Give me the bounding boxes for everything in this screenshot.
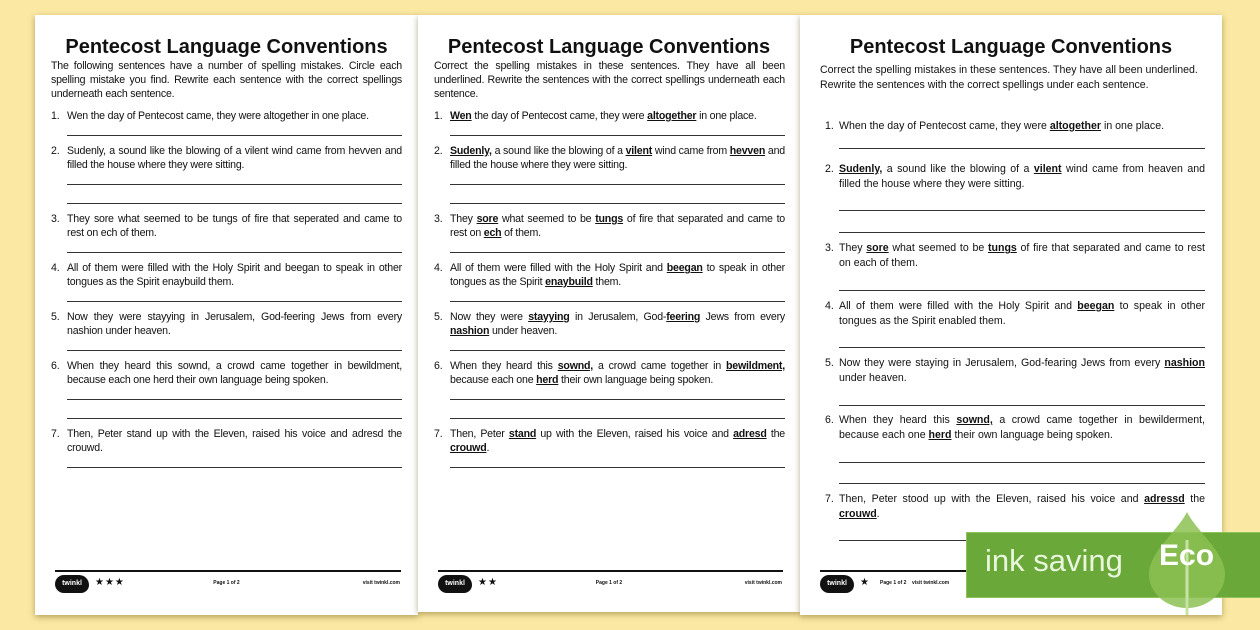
- text-segment: tongues as the Spirit: [450, 276, 546, 288]
- instructions-line: Rewrite the sentences with the correct spellings underneath each sentence.: [434, 74, 785, 100]
- sentence-item: [51, 427, 402, 455]
- instructions-line: underneath each sentence.: [51, 88, 175, 100]
- worksheet-content: [434, 59, 785, 476]
- answer-line[interactable]: [67, 350, 402, 351]
- sentence-line: [450, 276, 621, 288]
- text-segment: a sound like the blowing of a: [882, 163, 1034, 175]
- text-segment: tongues as the Spirit enabled them.: [839, 315, 1006, 327]
- text-segment: under heaven.: [489, 325, 558, 337]
- sentence-text: [67, 359, 402, 387]
- instructions-line: Rewrite the sentences with the correct spellings under each sentence.: [820, 79, 1149, 91]
- sentence-line: [450, 145, 785, 157]
- answer-line[interactable]: [839, 483, 1205, 484]
- misspelled-word: beegan: [666, 262, 703, 274]
- text-segment: a sound like the blowing of a: [491, 145, 626, 157]
- instructions: [434, 59, 785, 101]
- misspelled-word: tungs: [987, 242, 1017, 254]
- text-segment: When they heard this: [450, 360, 558, 372]
- eco-label: Eco: [1159, 539, 1215, 572]
- sentence-item: [434, 261, 785, 289]
- misspelled-word: enaybuild: [545, 276, 593, 288]
- sentence-item: [51, 109, 402, 123]
- text-segment: because each one: [839, 429, 929, 441]
- text-segment: what seemed to be: [498, 213, 596, 225]
- sentence-text: [67, 109, 402, 123]
- sentence-item: [434, 310, 785, 338]
- sentence-line: [67, 145, 402, 157]
- sentence-line: [839, 492, 1205, 507]
- sentence-line: [67, 360, 402, 372]
- item-number: 7.: [434, 428, 443, 440]
- sentence-line: [450, 262, 785, 274]
- twinkl-logo: twinkl: [55, 575, 89, 593]
- misspelled-word: vilent: [625, 145, 653, 157]
- text-segment: because each one herd their own language being spoken.: [67, 374, 329, 386]
- sentence-line: [67, 110, 369, 122]
- text-segment: .: [486, 442, 490, 454]
- text-segment: They: [839, 242, 867, 254]
- answer-line[interactable]: [839, 290, 1205, 291]
- answer-line[interactable]: [67, 301, 402, 302]
- text-segment: wind came from: [652, 145, 730, 157]
- answer-line[interactable]: [450, 399, 785, 400]
- difficulty-stars: ★★★: [95, 577, 125, 588]
- misspelled-word: nashion: [1164, 357, 1205, 369]
- text-segment: to speak in other: [1114, 300, 1205, 312]
- sentence-line: [839, 413, 1205, 428]
- sentence-text: [450, 427, 785, 455]
- text-segment: When they heard this: [839, 414, 957, 426]
- text-segment: up with the Eleven, raised his voice and: [536, 428, 734, 440]
- text-segment: of fire that separated and came to rest: [1016, 242, 1205, 254]
- text-segment: Jews from every: [700, 311, 786, 323]
- text-segment: a crowd came together in: [593, 360, 726, 372]
- text-segment: the: [766, 428, 785, 440]
- text-segment: Then, Peter: [450, 428, 509, 440]
- item-number: 5.: [434, 311, 443, 323]
- misspelled-word: adressd: [1144, 493, 1185, 505]
- difficulty-stars: ★: [860, 577, 870, 588]
- text-segment: in one place.: [696, 110, 757, 122]
- item-number: 3.: [51, 213, 60, 225]
- text-segment: on: [469, 227, 484, 239]
- text-segment: Then, Peter stand up with the Eleven, raised his voice and adresd the: [67, 428, 402, 440]
- answer-line[interactable]: [67, 399, 402, 400]
- sentence-line: [839, 177, 1205, 192]
- misspelled-word: tungs: [595, 213, 624, 225]
- misspelled-word: beegan: [1077, 300, 1115, 312]
- answer-line[interactable]: [450, 418, 785, 419]
- text-segment: their own language being spoken.: [558, 374, 714, 386]
- misspelled-word: adresd: [733, 428, 767, 440]
- text-segment: wind came from heaven and: [1061, 163, 1205, 175]
- text-segment: They: [450, 213, 477, 225]
- text-segment: to speak in other: [702, 262, 785, 274]
- sentence-line: [470, 227, 541, 239]
- text-segment: When they heard this sownd, a crowd came together in bewildment,: [67, 360, 402, 372]
- text-segment: on each of them.: [839, 257, 918, 269]
- answer-line[interactable]: [450, 301, 785, 302]
- sentence-text: [450, 212, 785, 240]
- text-segment: and: [765, 145, 785, 157]
- worksheet-page-2: [418, 15, 800, 612]
- sentence-line: [450, 442, 489, 454]
- text-segment: Then, Peter stood up with the Eleven, raised his voice and: [839, 493, 1145, 505]
- sentence-line: [67, 276, 234, 288]
- misspelled-word: ech: [483, 227, 502, 239]
- sentence-text: [839, 356, 1205, 386]
- item-number: 1.: [434, 110, 443, 122]
- instructions: [820, 63, 1205, 93]
- text-segment: on ech of them.: [86, 227, 157, 239]
- misspelled-word: herd: [928, 429, 952, 441]
- sentence-text: [67, 427, 402, 455]
- text-segment: in Jerusalem, God-: [569, 311, 667, 323]
- twinkl-logo: twinkl: [820, 575, 854, 593]
- sentence-item: [434, 427, 785, 455]
- sentence-item: [51, 261, 402, 289]
- sentence-line: [450, 311, 785, 323]
- twinkl-logo: twinkl: [438, 575, 472, 593]
- sentence-line: [839, 371, 1205, 386]
- text-segment: Wen the day of Pentecost came, they were altogether in one place.: [67, 110, 369, 122]
- sentence-text: [839, 299, 1205, 329]
- text-segment: filled the house where they were sitting.: [839, 178, 1025, 190]
- sentence-line: [839, 256, 1205, 271]
- misspelled-word: herd: [536, 374, 559, 386]
- text-segment: a crowd came together in bewilderment,: [992, 414, 1206, 426]
- misspelled-word: vilent: [1033, 163, 1062, 175]
- page-title: Pentecost Language Conventions: [65, 36, 388, 58]
- footer-divider: [438, 570, 783, 572]
- item-number: 3.: [434, 213, 443, 225]
- footer-divider: [55, 570, 401, 572]
- sentence-line: [839, 119, 1205, 134]
- answer-line[interactable]: [450, 203, 785, 204]
- page-number: Page 1 of 2: [880, 580, 907, 586]
- sentence-text: [839, 413, 1205, 443]
- text-segment: of fire that separated and came to rest: [450, 213, 786, 239]
- sentence-line: [67, 311, 402, 323]
- sentence-line: [450, 428, 785, 440]
- misspelled-word: altogether: [647, 110, 697, 122]
- text-segment: filled the house where they were sitting.: [67, 159, 245, 171]
- text-segment: Now they were staying in Jerusalem, God-fearing Jews from every: [839, 357, 1165, 369]
- text-segment: them.: [592, 276, 622, 288]
- item-number: 1.: [825, 120, 834, 132]
- difficulty-stars: ★★: [478, 577, 498, 588]
- text-segment: crouwd.: [67, 442, 103, 454]
- item-number: 2.: [51, 145, 60, 157]
- sentence-text: [450, 359, 785, 387]
- item-number: 4.: [825, 300, 834, 312]
- page-number: Page 1 of 2: [213, 580, 240, 586]
- answer-line[interactable]: [839, 462, 1205, 463]
- sentence-line: [839, 162, 1205, 177]
- answer-line[interactable]: [450, 135, 785, 136]
- misspelled-word: sore: [866, 242, 889, 254]
- answer-line[interactable]: [839, 405, 1205, 406]
- item-number: 2.: [434, 145, 443, 157]
- sentence-line: [839, 299, 1205, 314]
- instructions-line: spelling mistake you find. Rewrite each sentence with the correct spellings: [51, 74, 402, 86]
- sentence-text: [839, 162, 1205, 192]
- answer-line[interactable]: [450, 467, 785, 468]
- sentence-line: [67, 262, 402, 274]
- text-segment: Now they were stayying in Jerusalem, God-feering Jews from every: [67, 311, 402, 323]
- item-number: 5.: [825, 357, 834, 369]
- page-title: Pentecost Language Conventions: [447, 36, 771, 58]
- misspelled-word: stand: [508, 428, 537, 440]
- item-number: 4.: [51, 262, 60, 274]
- instructions-line: Correct the spelling mistakes in these sentences. They have all been underlined.: [434, 60, 785, 86]
- text-segment: nashion under heaven.: [67, 325, 171, 337]
- sentence-line: [87, 227, 157, 239]
- misspelled-word: hevven: [729, 145, 766, 157]
- text-segment: filled the house where they were sitting.: [450, 159, 628, 171]
- text-segment: All of them were filled with the Holy Spirit and: [450, 262, 667, 274]
- text-segment: Now they were: [450, 311, 529, 323]
- sentence-line: [839, 428, 1205, 443]
- text-segment: under heaven.: [839, 372, 907, 384]
- sentence-line: [450, 360, 785, 372]
- website-link[interactable]: visit twinkl.com: [912, 580, 950, 586]
- text-segment: because each one: [450, 374, 537, 386]
- sentence-text: [450, 261, 785, 289]
- item-number: 6.: [825, 414, 834, 426]
- worksheet-content: [51, 59, 402, 476]
- instructions-line: The following sentences have a number of spelling mistakes. Circle each: [51, 60, 402, 72]
- sentence-text: [839, 241, 1205, 271]
- answer-line[interactable]: [67, 184, 402, 185]
- answer-line[interactable]: [839, 148, 1205, 149]
- sentence-text: [450, 144, 785, 172]
- misspelled-word: crouwd: [839, 508, 877, 520]
- sentence-line: [450, 325, 557, 337]
- sentence-line: [67, 428, 402, 440]
- sentence-text: [67, 310, 402, 338]
- sentence-item: [51, 144, 402, 172]
- item-number: 6.: [51, 360, 60, 372]
- text-segment: All of them were filled with the Holy Spirit and beegan to speak in other: [67, 262, 402, 274]
- sentence-line: [839, 356, 1205, 371]
- answer-line[interactable]: [450, 184, 785, 185]
- worksheet-page-1: [35, 15, 418, 615]
- sentence-line: [839, 314, 1205, 329]
- text-segment: .: [876, 508, 880, 520]
- misspelled-word: feering: [666, 311, 701, 323]
- misspelled-word: Sudenly,: [839, 163, 883, 175]
- item-number: 1.: [51, 110, 60, 122]
- answer-line[interactable]: [67, 467, 402, 468]
- sentence-item: [434, 144, 785, 172]
- text-segment: the day of Pentecost came, they were: [471, 110, 648, 122]
- sentence-text: [839, 119, 1205, 134]
- text-segment: in one place.: [1101, 120, 1165, 132]
- answer-line[interactable]: [450, 350, 785, 351]
- sentence-line: [450, 159, 627, 171]
- sentence-line: [67, 159, 244, 171]
- answer-line[interactable]: [839, 210, 1205, 211]
- item-number: 5.: [51, 311, 60, 323]
- answer-line[interactable]: [839, 347, 1205, 348]
- sentence-text: [67, 261, 402, 289]
- answer-line[interactable]: [839, 232, 1205, 233]
- item-number: 7.: [51, 428, 60, 440]
- sentence-line: [67, 374, 328, 386]
- page-title: Pentecost Language Conventions: [849, 36, 1173, 58]
- misspelled-word: bewildment,: [725, 360, 785, 372]
- text-segment: All of them were filled with the Holy Spirit and: [839, 300, 1078, 312]
- sentence-text: [450, 310, 785, 338]
- sentence-item: [51, 310, 402, 338]
- text-segment: their own language being spoken.: [951, 429, 1113, 441]
- sentence-line: [839, 241, 1205, 256]
- website-link[interactable]: visit twinkl.com: [744, 580, 782, 586]
- instructions-line: Correct the spelling mistakes in these sentences. They have all been underlined.: [820, 64, 1198, 76]
- misspelled-word: altogether: [1049, 120, 1102, 132]
- text-segment: of them.: [501, 227, 541, 239]
- instructions: [51, 59, 402, 101]
- sentence-item: [51, 359, 402, 387]
- sentence-line: [67, 442, 103, 454]
- misspelled-word: sownd,: [557, 360, 594, 372]
- item-number: 4.: [434, 262, 443, 274]
- misspelled-word: stayying: [528, 311, 570, 323]
- text-segment: Sudenly, a sound like the blowing of a vilent wind came from hevven and: [67, 145, 402, 157]
- misspelled-word: Sudenly,: [450, 145, 492, 157]
- text-segment: They sore what seemed to be tungs of fire that seperated and came to rest: [67, 213, 402, 239]
- item-number: 3.: [825, 242, 834, 254]
- website-link[interactable]: visit twinkl.com: [362, 580, 400, 586]
- sentence-line: [67, 325, 171, 337]
- answer-line[interactable]: [450, 252, 785, 253]
- answer-line[interactable]: [67, 418, 402, 419]
- sentence-item: [434, 109, 785, 123]
- text-segment: the: [1184, 493, 1205, 505]
- answer-line[interactable]: [67, 135, 402, 136]
- sentence-item: [434, 212, 785, 240]
- misspelled-word: sownd,: [956, 414, 993, 426]
- text-segment: tongues as the Spirit enaybuild them.: [67, 276, 234, 288]
- sentence-text: [67, 212, 402, 240]
- misspelled-word: crouwd: [450, 442, 487, 454]
- item-number: 6.: [434, 360, 443, 372]
- misspelled-word: sore: [476, 213, 499, 225]
- sentence-line: [450, 374, 713, 386]
- sentence-line: [450, 110, 757, 122]
- text-segment: When the day of Pentecost came, they were: [839, 120, 1050, 132]
- sentence-text: [450, 109, 785, 123]
- sentence-item: [434, 359, 785, 387]
- answer-line[interactable]: [67, 203, 402, 204]
- item-number: 2.: [825, 163, 834, 175]
- page-number: Page 1 of 2: [595, 580, 623, 586]
- misspelled-word: Wen: [450, 110, 472, 122]
- answer-line[interactable]: [67, 252, 402, 253]
- text-segment: what seemed to be: [888, 242, 988, 254]
- misspelled-word: nashion: [450, 325, 490, 337]
- eco-leaf-icon: [1147, 510, 1227, 615]
- sentence-item: [51, 212, 402, 240]
- sentence-text: [67, 144, 402, 172]
- item-number: 7.: [825, 493, 834, 505]
- ink-saving-label: ink saving: [985, 543, 1123, 578]
